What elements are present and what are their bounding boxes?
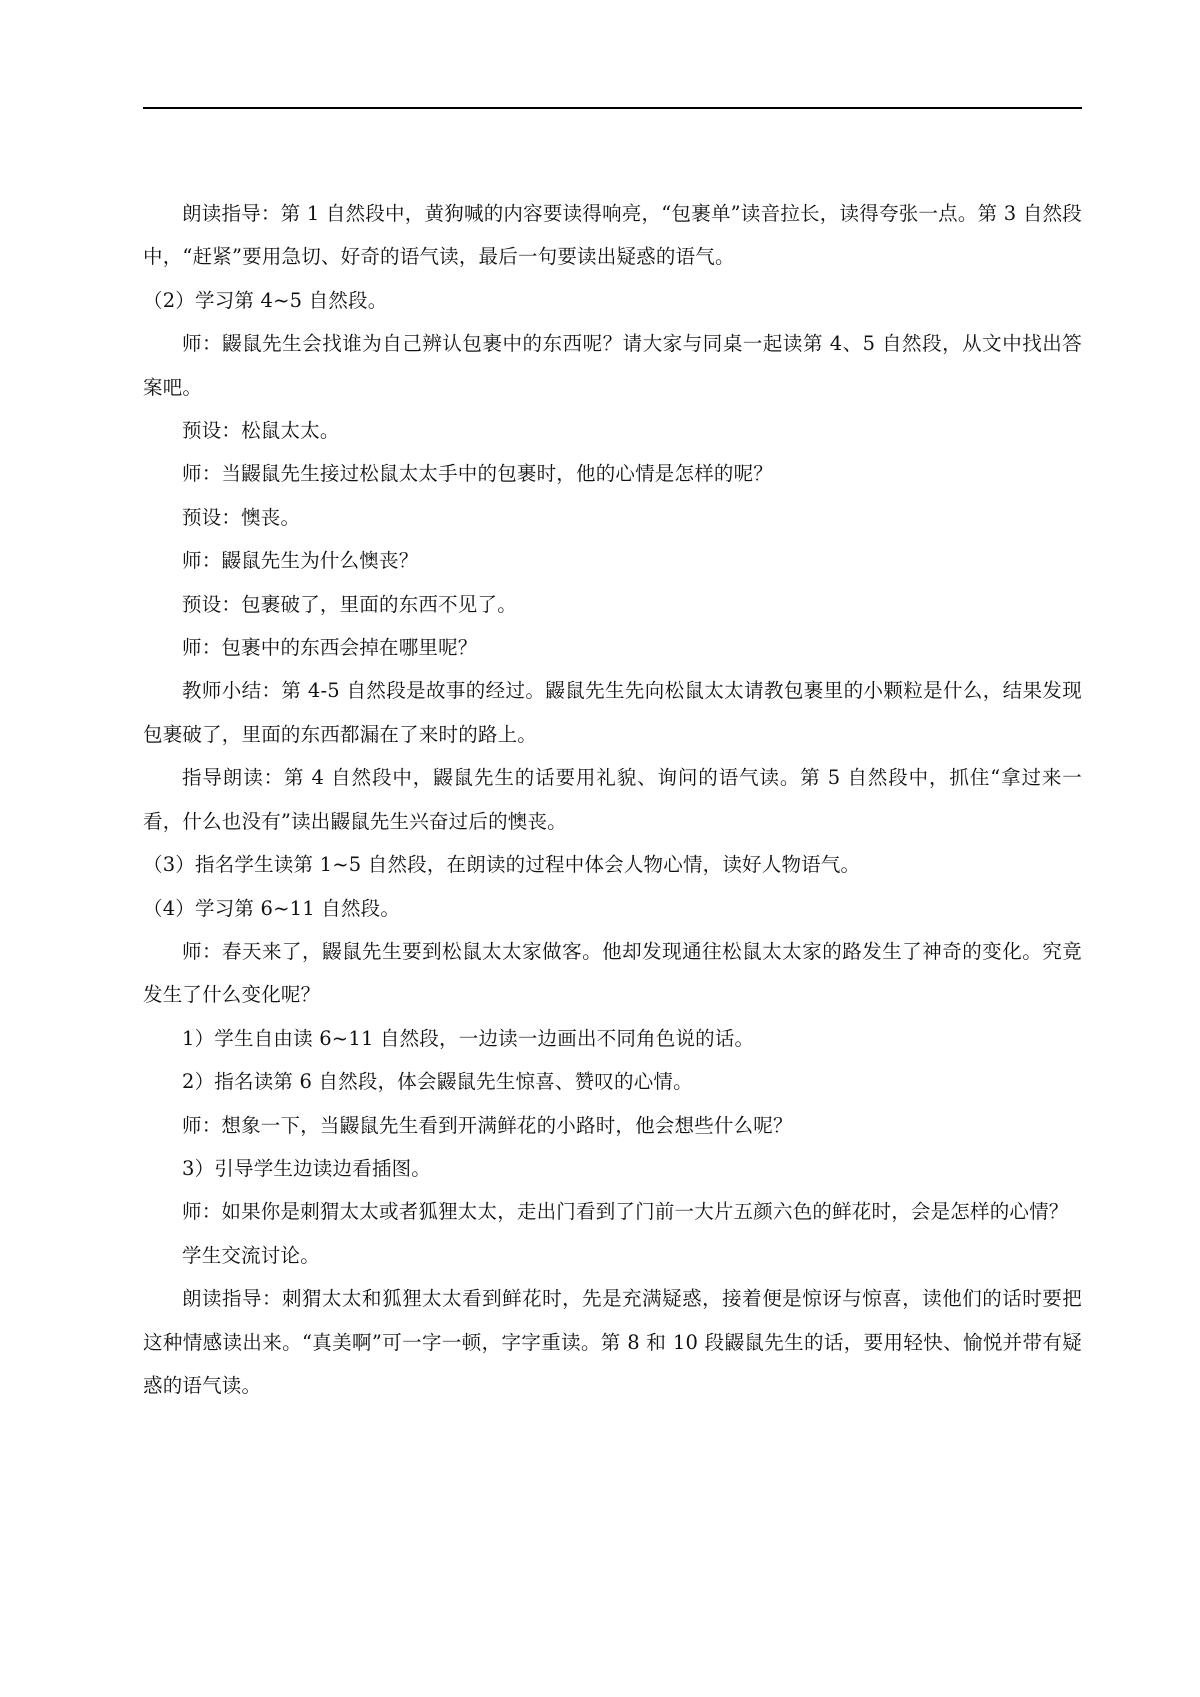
paragraph: 师：春天来了，鼹鼠先生要到松鼠太太家做客。他却发现通往松鼠太太家的路发生了神奇的变化。究竟发生了什么变化呢？ bbox=[143, 939, 1082, 1007]
paragraph: 学生交流讨论。 bbox=[182, 1243, 320, 1267]
list-item: 1）学生自由读 6~11 自然段，一边读一边画出不同角色说的话。 bbox=[182, 1026, 755, 1050]
paragraph: 师：鼹鼠先生为什么懊丧？ bbox=[182, 549, 419, 573]
section-heading: （4）学习第 6~11 自然段。 bbox=[143, 896, 401, 920]
header-rule bbox=[143, 107, 1082, 109]
paragraph: 预设：松鼠太太。 bbox=[182, 419, 340, 443]
paragraph: 预设：懊丧。 bbox=[182, 505, 301, 529]
paragraph: 朗读指导：刺猬太太和狐狸太太看到鲜花时，先是充满疑惑，接着便是惊讶与惊喜，读他们的话时要把这种情感读出来。“真美啊”可一字一顿，字字重读。第 8 和 10 段鼹鼠先生的话，要用轻快、愉悦并带有疑惑的语气读。 bbox=[143, 1287, 1082, 1397]
paragraph: 朗读指导：第 1 自然段中，黄狗喊的内容要读得响亮，“包裹单”读音拉长，读得夸张一点。第 3 自然段中，“赶紧”要用急切、好奇的语气读，最后一句要读出疑惑的语气。 bbox=[143, 202, 1082, 269]
paragraph: 预设：包裹破了，里面的东西不见了。 bbox=[182, 592, 517, 616]
paragraph: 师：当鼹鼠先生接过松鼠太太手中的包裹时，他的心情是怎样的呢？ bbox=[182, 462, 774, 486]
paragraph: 师：包裹中的东西会掉在哪里呢？ bbox=[182, 636, 478, 660]
list-item: 3）引导学生边读边看插图。 bbox=[182, 1156, 432, 1180]
document-body bbox=[143, 192, 1082, 1407]
paragraph: 师：鼹鼠先生会找谁为自己辨认包裹中的东西呢？请大家与同桌一起读第 4、5 自然段，从文中找出答案吧。 bbox=[143, 332, 1082, 399]
paragraph: 师：如果你是刺猬太太或者狐狸太太，走出门看到了门前一大片五颜六色的鲜花时，会是怎样的心情？ bbox=[182, 1200, 1069, 1224]
paragraph: 指导朗读：第 4 自然段中，鼹鼠先生的话要用礼貌、询问的语气读。第 5 自然段中，抓住“拿过来一看，什么也没有”读出鼹鼠先生兴奋过后的懊丧。 bbox=[143, 766, 1082, 833]
list-item: 2）指名读第 6 自然段，体会鼹鼠先生惊喜、赞叹的心情。 bbox=[182, 1070, 693, 1094]
section-heading: （2）学习第 4~5 自然段。 bbox=[143, 288, 388, 312]
paragraph: 师：想象一下，当鼹鼠先生看到开满鲜花的小路时，他会想些什么呢？ bbox=[182, 1113, 793, 1137]
section-heading: （3）指名学生读第 1~5 自然段，在朗读的过程中体会人物心情，读好人物语气。 bbox=[143, 853, 861, 877]
paragraph: 教师小结：第 4-5 自然段是故事的经过。鼹鼠先生先向松鼠太太请教包裹里的小颗粒是什么，结果发现包裹破了，里面的东西都漏在了来时的路上。 bbox=[143, 679, 1082, 746]
